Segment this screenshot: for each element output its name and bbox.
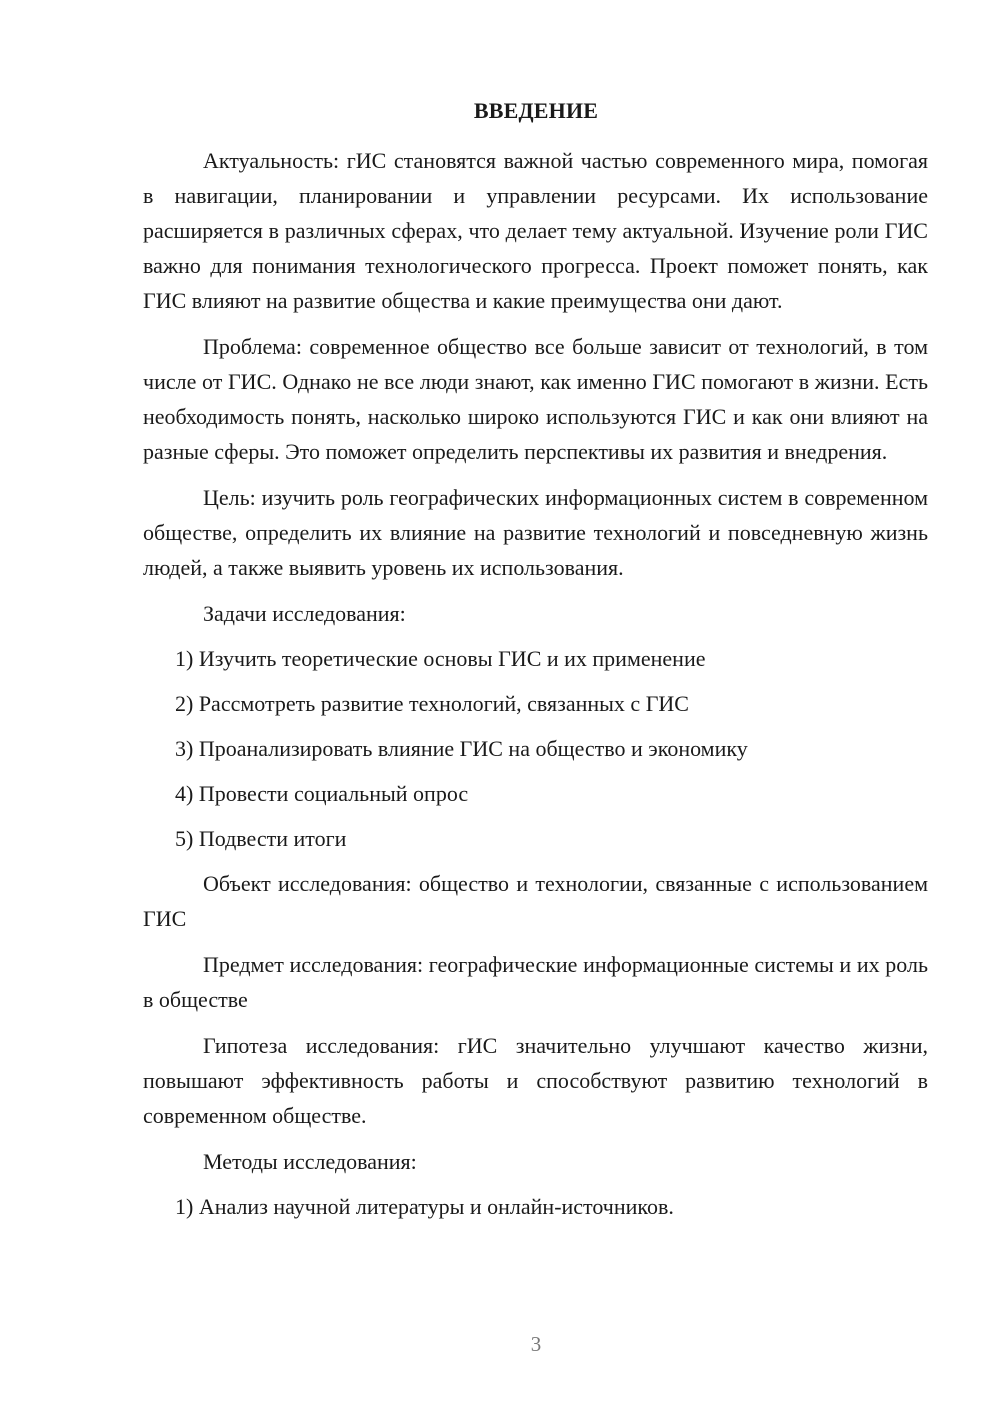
methods-heading: Методы исследования: [203, 1149, 417, 1174]
tasks-heading: Задачи исследования: [203, 601, 406, 626]
goal-paragraph: Цель: изучить роль географических информационных систем в современном обществе, определить их влияние на развитие технологий и повседневную жизнь людей, а также выявить уровень их использования. [143, 485, 928, 580]
hypothesis-paragraph: Гипотеза исследования: гИС значительно улучшают качество жизни, повышают эффективность работы и способствуют развитию технологий в современном обществе. [143, 1033, 928, 1128]
document-body [143, 143, 928, 1234]
tasks-list [143, 641, 928, 856]
object-paragraph: Объект исследования: общество и технологии, связанные с использованием ГИС [143, 871, 928, 931]
page-title: ВВЕДЕНИЕ [473, 98, 599, 123]
methods-list [143, 1189, 928, 1224]
list-item: 1) Анализ научной литературы и онлайн-источников. [175, 1194, 674, 1219]
list-item: 3) Проанализировать влияние ГИС на общество и экономику [175, 736, 748, 761]
page-number: 3 [530, 1332, 542, 1356]
list-item: 1) Изучить теоретические основы ГИС и их применение [175, 646, 706, 671]
list-item: 5) Подвести итоги [175, 826, 347, 851]
relevance-paragraph: Актуальность: гИС становятся важной частью современного мира, помогая в навигации, планировании и управлении ресурсами. Их использование расширяется в различных сферах, что делает тему актуальной. Изучение роли ГИС важно для понимания технологического прогресса. Проект поможет понять, как ГИС влияют на развитие общества и какие преимущества они дают. [143, 148, 928, 313]
list-item: 4) Провести социальный опрос [175, 781, 469, 806]
problem-paragraph: Проблема: современное общество все больше зависит от технологий, в том числе от ГИС. Однако не все люди знают, как именно ГИС помогают в жизни. Есть необходимость понять, насколько широко используются ГИС и как они влияют на разные сферы. Это поможет определить перспективы их развития и внедрения. [143, 334, 928, 464]
subject-paragraph: Предмет исследования: географические информационные системы и их роль в обществе [143, 952, 928, 1012]
list-item: 2) Рассмотреть развитие технологий, связанных с ГИС [175, 691, 689, 716]
